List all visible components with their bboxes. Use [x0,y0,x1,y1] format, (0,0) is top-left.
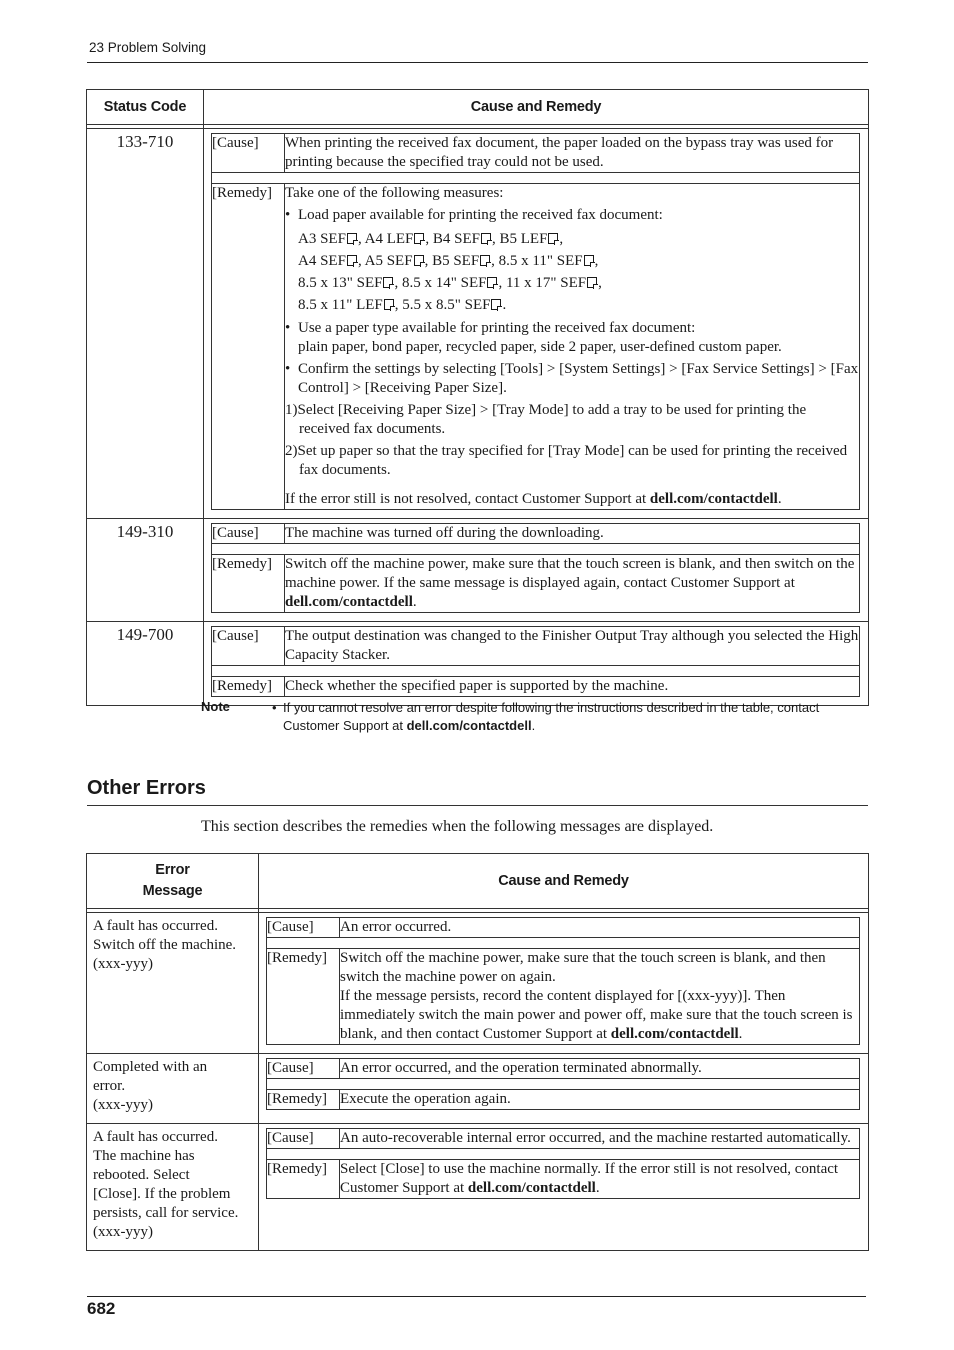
cause-text: The machine was turned off during the downloading. [285,524,860,544]
error-message: A fault has occurred. Switch off the machine. (xxx-yyy) [87,913,259,1054]
sef-icon [414,255,424,266]
cause-text: An error occurred, and the operation terminated abnormally. [340,1059,860,1079]
section-rule [87,805,868,806]
cause-remedy-header: Cause and Remedy [204,90,869,125]
bullet-paper-type: Use a paper type available for printing the received fax document: [298,320,696,336]
cause-text: When printing the received fax document, the paper loaded on the bypass tray was used for printing because the specified tray could not be used. [285,134,860,173]
status-code: 149-700 [87,622,204,706]
sef-icon [480,255,490,266]
header-rule [87,62,868,63]
bullet-load-paper: Load paper available for printing the received fax document: [298,207,663,223]
lef-icon [414,233,424,244]
status-code-header: Status Code [87,90,204,125]
error-message: Completed with an error. (xxx-yyy) [87,1054,259,1124]
sef-icon [587,277,597,288]
cause-label: [Cause] [267,1059,340,1079]
error-message: A fault has occurred. The machine has rebooted. Select [Close]. If the problem persists, call for service. (xxx-yyy) [87,1124,259,1251]
note-text: • If you cannot resolve an error despite following the instructions described in the table, contact Customer Support at dell.com/contactdell. [272,700,820,733]
sef-icon [347,255,357,266]
table-row [87,519,869,622]
table-row [87,1124,869,1251]
remedy-text: Execute the operation again. [340,1090,860,1110]
remedy-intro: Take one of the following measures: [285,185,504,201]
bullet-glyph: • [285,320,291,336]
remedy-text: Check whether the specified paper is supported by the machine. [285,677,860,697]
step-2: 2)Set up paper so that the tray specified for [Tray Mode] can be used for printing the received fax documents. [285,443,848,478]
paper-size-list: A3 SEF , A4 LEF , B4 SEF , B5 LEF , A4 SEF , A5 SEF , B5 SEF , 8.5 x 11" SEF , 8.5 x 13" SEF , 8.5 x 14" SEF , 11 x 17" SEF , 8.5 x 11" LEF , 5.5 x 8.5" SEF . [298,231,602,313]
support-link[interactable]: dell.com/contactdell [467,1180,596,1196]
note-bullet: • [272,700,277,715]
table-row [87,913,869,1054]
page-number: 682 [87,1299,116,1318]
remedy-label: [Remedy] [212,677,285,697]
bullet-confirm-settings: Confirm the settings by selecting [Tools] > [System Settings] > [Fax Service Settings] > [Fax Control] > [Receiving Paper Size]. [298,361,859,396]
remedy-text: Select [Close] to use the machine normally. If the error still is not resolved, contact Customer Support at dell.com/contactdell. [340,1160,860,1199]
sef-icon [383,277,393,288]
remedy-text: Switch off the machine power, make sure that the touch screen is blank, and then switch on the machine power. If the same message is displayed again, contact Customer Support at dell.com/contactdell. [285,555,860,613]
section-title: Other Errors [87,777,206,799]
footer-rule [87,1296,866,1297]
sef-icon [491,299,501,310]
cause-label: [Cause] [212,627,285,666]
remedy-label: [Remedy] [212,184,285,510]
lef-icon [384,299,394,310]
sef-icon [347,233,357,244]
note-label: Note [201,699,230,714]
bullet-glyph: • [285,207,291,223]
support-link[interactable]: dell.com/contactdell [649,491,778,507]
status-code: 133-710 [87,129,204,519]
cause-label: [Cause] [212,134,285,173]
cause-label: [Cause] [212,524,285,544]
status-code-table [86,89,869,706]
support-link[interactable]: dell.com/contactdell [610,1026,739,1042]
bullet-glyph: • [285,361,291,377]
table-row [87,1054,869,1124]
section-intro: This section describes the remedies when the following messages are displayed. [201,818,714,835]
remedy-label: [Remedy] [267,949,340,1045]
cause-label: [Cause] [267,918,340,938]
remedy-label: [Remedy] [267,1160,340,1199]
running-header: 23 Problem Solving [89,40,207,55]
remedy-text: Switch off the machine power, make sure that the touch screen is blank, and then switch the machine power on again. If the message persists, record the content displayed for [(xxx-yyy)]. Then immediately switch the main power and power off, make sure that the touch screen is blank, and then contact Customer Support at dell.com/contactdell. [340,949,860,1045]
support-link[interactable]: dell.com/contactdell [406,718,532,733]
step-1: 1)Select [Receiving Paper Size] > [Tray Mode] to add a tray to be used for printing the received fax documents. [285,402,807,437]
cause-text: The output destination was changed to the Finisher Output Tray although you selected the High Capacity Stacker. [285,627,860,666]
remedy-label: [Remedy] [267,1090,340,1110]
status-code: 149-310 [87,519,204,622]
table-row [87,129,869,519]
cause-text: An error occurred. [340,918,860,938]
error-message-table [86,853,869,1251]
remedy-label: [Remedy] [212,555,285,613]
support-link[interactable]: dell.com/contactdell [285,594,413,610]
sef-icon [481,233,491,244]
sef-icon [487,277,497,288]
sef-icon [584,255,594,266]
cause-remedy-header: Cause and Remedy [259,854,869,909]
lef-icon [548,233,558,244]
closing-text: If the error still is not resolved, contact Customer Support at dell.com/contactdell. [285,491,782,507]
paper-type-list: plain paper, bond paper, recycled paper, side 2 paper, user-defined custom paper. [298,339,782,355]
table-row [87,622,869,706]
cause-text: An auto-recoverable internal error occurred, and the machine restarted automatically. [340,1129,860,1149]
error-message-header: Error Message [87,854,259,909]
cause-label: [Cause] [267,1129,340,1149]
